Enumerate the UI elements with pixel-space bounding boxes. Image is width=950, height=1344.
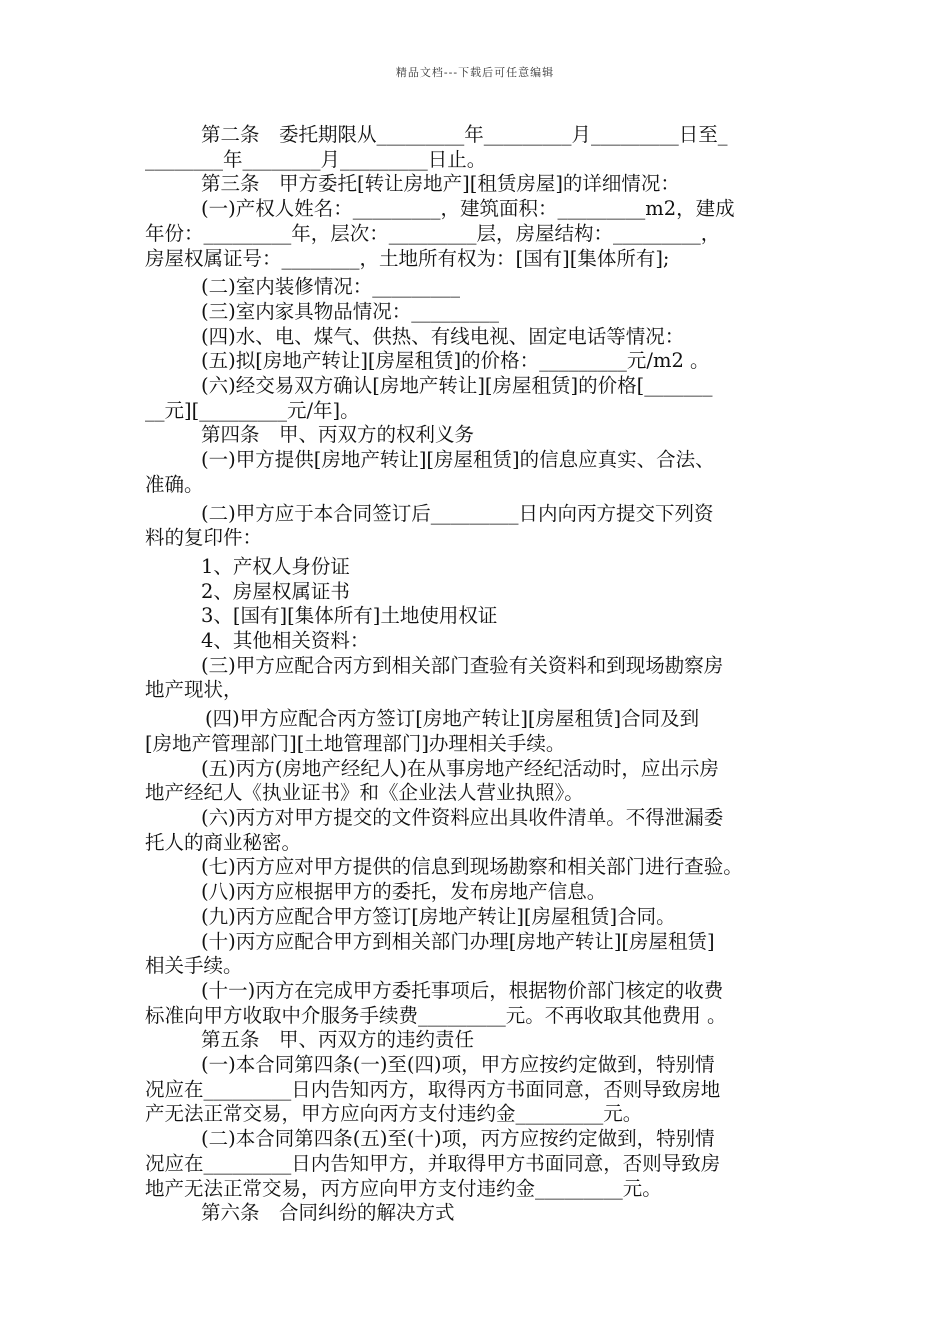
article-4-heading: 第四条 甲、丙双方的权利义务 [201,423,475,447]
clause-4-8: (八)丙方应根据甲方的委托，发布房地产信息。 [201,880,607,904]
clause-3-2: (二)室内装修情况：_________ [201,275,460,299]
clause-4-5-line-2: 地产经纪人《执业证书》和《企业法人营业执照》。 [145,781,584,805]
clause-3-3: (三)室内家具物品情况：_________ [201,299,499,323]
clause-3-5: (五)拟[房地产转让][房屋租赁]的价格：_________元/m2 。 [201,349,710,373]
document-item-2: 2、房屋权属证书 [201,579,350,603]
article-5-heading: 第五条 甲、丙双方的违约责任 [201,1028,475,1052]
clause-4-4-line-1: (四)甲方应配合丙方签订[房地产转让][房屋租赁]合同及到 [205,707,700,731]
clause-4-5-line-1: (五)丙方(房地产经纪人)在从事房地产经纪活动时，应出示房 [201,756,719,780]
article-6-heading: 第六条 合同纠纷的解决方式 [201,1201,455,1225]
clause-4-3-line-1: (三)甲方应配合丙方到相关部门查验有关资料和到现场勘察房 [201,653,724,677]
contract-body [145,123,810,1226]
clause-4-1-line-2: 准确。 [145,472,204,496]
clause-4-3-line-2: 地产现状， [145,678,243,702]
clause-5-1-line-3: 产无法正常交易，甲方应向丙方支付违约金_________元。 [145,1102,643,1126]
document-item-4: 4、其他相关资料： [201,629,370,653]
clause-4-1-line-1: (一)甲方提供[房地产转让][房屋租赁]的信息应真实、合法、 [201,448,715,472]
clause-4-7: (七)丙方应对甲方提供的信息到现场勘察和相关部门进行查验。 [201,855,743,879]
clause-4-11-line-1: (十一)丙方在完成甲方委托事项后，根据物价部门核定的收费 [201,978,724,1002]
clause-4-6-line-2: 托人的商业秘密。 [145,830,302,854]
clause-3-1-line-2: 年份：_________年，层次：_________层，房屋结构：_________， [145,221,721,245]
clause-3-4: (四)水、电、煤气、供热、有线电视、固定电话等情况： [201,324,685,348]
clause-4-9: (九)丙方应配合甲方签订[房地产转让][房屋租赁]合同。 [201,904,676,928]
clause-5-2-line-2: 况应在_________日内告知甲方，并取得甲方书面同意，否则导致房 [145,1151,721,1175]
clause-5-1-line-1: (一)本合同第四条(一)至(四)项，甲方应按约定做到，特别情 [201,1053,715,1077]
clause-4-10-line-2: 相关手续。 [145,954,243,978]
clause-5-1-line-2: 况应在_________日内告知丙方，取得丙方书面同意，否则导致房地 [145,1077,721,1101]
clause-4-10-line-1: (十)丙方应配合甲方到相关部门办理[房地产转让][房屋租赁] [201,929,715,953]
article-3-heading: 第三条 甲方委托[转让房地产][租赁房屋]的详细情况： [201,172,680,196]
document-item-3: 3、[国有][集体所有]土地使用权证 [201,604,498,628]
article-2-line-2: ________年________月_________日止。 [145,147,487,171]
clause-3-6-line-2: __元][_________元/年]。 [145,398,360,422]
clause-4-6-line-1: (六)丙方对甲方提交的文件资料应出具收件清单。不得泄漏委 [201,805,724,829]
page-header: 精品文档---下载后可任意编辑 [395,66,555,79]
clause-4-2-line-1: (二)甲方应于本合同签订后_________日内向丙方提交下列资 [201,501,714,525]
clause-5-2-line-3: 地产无法正常交易，丙方应向甲方支付违约金_________元。 [145,1176,662,1200]
clause-4-11-line-2: 标准向甲方收取中介服务手续费_________元。不再收取其他费用 。 [145,1003,727,1027]
clause-3-1-line-3: 房屋权属证号：________，土地所有权为：[国有][集体所有]; [145,246,670,270]
clause-4-4-line-2: [房地产管理部门][土地管理部门]办理相关手续。 [145,731,566,755]
clause-3-6-line-1: (六)经交易双方确认[房地产转让][房屋租赁]的价格[_______ [201,374,713,398]
clause-4-2-line-2: 料的复印件： [145,526,263,550]
document-item-1: 1、产权人身份证 [201,554,350,578]
clause-3-1-line-1: (一)产权人姓名：_________，建筑面积：_________m2，建成 [201,197,735,221]
clause-5-2-line-1: (二)本合同第四条(五)至(十)项，丙方应按约定做到，特别情 [201,1127,715,1151]
article-2-line-1: 第二条 委托期限从_________年_________月_________日至_ [201,123,728,146]
